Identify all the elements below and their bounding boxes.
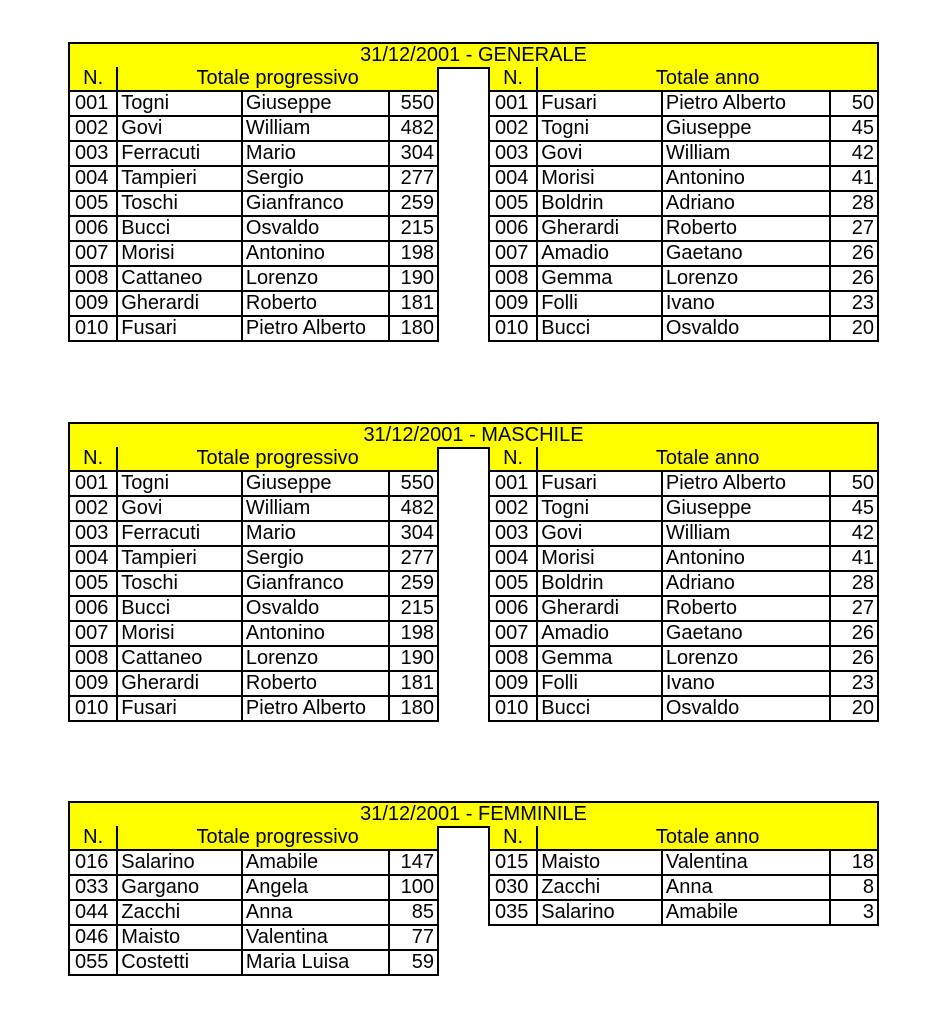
table-row	[69, 191, 438, 216]
rank-cell: 005	[489, 191, 537, 216]
points-cell: 18	[830, 850, 878, 875]
right-standings-table	[488, 826, 879, 926]
surname-cell: Gherardi	[537, 216, 662, 241]
points-cell: 20	[830, 316, 878, 341]
points-cell: 85	[389, 900, 438, 925]
firstname-cell: Osvaldo	[662, 316, 830, 341]
points-cell: 550	[389, 91, 438, 116]
rank-cell: 010	[489, 696, 537, 721]
table-row	[489, 291, 878, 316]
totals-column-header: Totale progressivo	[117, 447, 438, 471]
section-title: 31/12/2001 - GENERALE	[68, 42, 879, 69]
table-row	[489, 646, 878, 671]
points-cell: 41	[830, 166, 878, 191]
rank-cell: 006	[69, 596, 117, 621]
points-cell: 27	[830, 596, 878, 621]
surname-cell: Amadio	[537, 241, 662, 266]
table-row	[489, 116, 878, 141]
rank-cell: 009	[69, 671, 117, 696]
rank-cell: 055	[69, 950, 117, 975]
firstname-cell: Pietro Alberto	[662, 471, 830, 496]
points-cell: 45	[830, 496, 878, 521]
firstname-cell: Lorenzo	[662, 266, 830, 291]
firstname-cell: William	[662, 141, 830, 166]
points-cell: 8	[830, 875, 878, 900]
surname-cell: Salarino	[537, 900, 662, 925]
table-row	[69, 696, 438, 721]
firstname-cell: William	[242, 496, 389, 521]
rank-cell: 044	[69, 900, 117, 925]
firstname-cell: Gaetano	[662, 241, 830, 266]
table-row	[489, 471, 878, 496]
table-row	[69, 850, 438, 875]
rank-cell: 002	[69, 116, 117, 141]
number-column-header: N.	[69, 826, 117, 850]
firstname-cell: Maria Luisa	[242, 950, 389, 975]
left-standings-table	[68, 826, 439, 976]
firstname-cell: Giuseppe	[662, 116, 830, 141]
surname-cell: Bucci	[537, 316, 662, 341]
rank-cell: 035	[489, 900, 537, 925]
rank-cell: 004	[69, 546, 117, 571]
surname-cell: Govi	[537, 521, 662, 546]
points-cell: 20	[830, 696, 878, 721]
points-cell: 26	[830, 646, 878, 671]
table-row	[489, 900, 878, 925]
table-row	[489, 496, 878, 521]
table-row	[489, 166, 878, 191]
table-row	[69, 646, 438, 671]
surname-cell: Togni	[537, 116, 662, 141]
rank-cell: 003	[69, 521, 117, 546]
firstname-cell: Giuseppe	[662, 496, 830, 521]
section-title: 31/12/2001 - FEMMINILE	[68, 801, 879, 828]
points-cell: 42	[830, 521, 878, 546]
firstname-cell: Roberto	[242, 671, 389, 696]
table-row	[69, 521, 438, 546]
points-cell: 198	[389, 621, 438, 646]
surname-cell: Folli	[537, 671, 662, 696]
firstname-cell: Roberto	[662, 596, 830, 621]
left-standings-table	[68, 67, 439, 342]
table-header-row	[69, 826, 438, 850]
surname-cell: Salarino	[117, 850, 242, 875]
points-cell: 215	[389, 216, 438, 241]
surname-cell: Gargano	[117, 875, 242, 900]
rank-cell: 001	[69, 91, 117, 116]
points-cell: 550	[389, 471, 438, 496]
surname-cell: Togni	[117, 471, 242, 496]
rank-cell: 001	[489, 471, 537, 496]
rank-cell: 004	[489, 546, 537, 571]
surname-cell: Toschi	[117, 571, 242, 596]
surname-cell: Bucci	[537, 696, 662, 721]
surname-cell: Toschi	[117, 191, 242, 216]
rank-cell: 030	[489, 875, 537, 900]
points-cell: 3	[830, 900, 878, 925]
table-row	[69, 291, 438, 316]
firstname-cell: Lorenzo	[242, 266, 389, 291]
table-row	[489, 875, 878, 900]
table-row	[489, 850, 878, 875]
table-header-row	[489, 447, 878, 471]
surname-cell: Costetti	[117, 950, 242, 975]
table-row	[489, 696, 878, 721]
number-column-header: N.	[69, 67, 117, 91]
surname-cell: Morisi	[117, 621, 242, 646]
firstname-cell: Ivano	[662, 291, 830, 316]
surname-cell: Govi	[117, 496, 242, 521]
points-cell: 26	[830, 621, 878, 646]
table-header-row	[489, 67, 878, 91]
points-cell: 27	[830, 216, 878, 241]
rank-cell: 004	[489, 166, 537, 191]
surname-cell: Fusari	[117, 316, 242, 341]
surname-cell: Cattaneo	[117, 266, 242, 291]
table-row	[69, 316, 438, 341]
points-cell: 259	[389, 191, 438, 216]
firstname-cell: Antonino	[242, 621, 389, 646]
rank-cell: 009	[69, 291, 117, 316]
table-row	[69, 141, 438, 166]
surname-cell: Maisto	[117, 925, 242, 950]
surname-cell: Gherardi	[117, 291, 242, 316]
rank-cell: 006	[69, 216, 117, 241]
surname-cell: Boldrin	[537, 191, 662, 216]
firstname-cell: Roberto	[662, 216, 830, 241]
firstname-cell: Angela	[242, 875, 389, 900]
surname-cell: Fusari	[537, 91, 662, 116]
surname-cell: Fusari	[537, 471, 662, 496]
points-cell: 26	[830, 266, 878, 291]
points-cell: 190	[389, 646, 438, 671]
left-standings-table	[68, 447, 439, 722]
firstname-cell: Adriano	[662, 571, 830, 596]
surname-cell: Ferracuti	[117, 141, 242, 166]
table-row	[489, 596, 878, 621]
points-cell: 50	[830, 471, 878, 496]
totals-column-header: Totale progressivo	[117, 826, 438, 850]
surname-cell: Cattaneo	[117, 646, 242, 671]
rank-cell: 005	[489, 571, 537, 596]
table-row	[69, 546, 438, 571]
totals-column-header: Totale progressivo	[117, 67, 438, 91]
section-title: 31/12/2001 - MASCHILE	[68, 422, 879, 449]
points-cell: 215	[389, 596, 438, 621]
rank-cell: 015	[489, 850, 537, 875]
rank-cell: 009	[489, 291, 537, 316]
points-cell: 28	[830, 571, 878, 596]
number-column-header: N.	[489, 447, 537, 471]
firstname-cell: Ivano	[662, 671, 830, 696]
table-row	[69, 596, 438, 621]
table-row	[489, 521, 878, 546]
rank-cell: 002	[69, 496, 117, 521]
surname-cell: Zacchi	[117, 900, 242, 925]
points-cell: 190	[389, 266, 438, 291]
firstname-cell: Amabile	[662, 900, 830, 925]
firstname-cell: Adriano	[662, 191, 830, 216]
points-cell: 259	[389, 571, 438, 596]
table-header-row	[489, 826, 878, 850]
points-cell: 198	[389, 241, 438, 266]
firstname-cell: Pietro Alberto	[662, 91, 830, 116]
rank-cell: 010	[69, 316, 117, 341]
surname-cell: Morisi	[537, 546, 662, 571]
number-column-header: N.	[489, 67, 537, 91]
table-row	[489, 671, 878, 696]
surname-cell: Togni	[537, 496, 662, 521]
standings-section	[68, 42, 879, 339]
firstname-cell: Valentina	[662, 850, 830, 875]
firstname-cell: Roberto	[242, 291, 389, 316]
firstname-cell: Osvaldo	[662, 696, 830, 721]
points-cell: 77	[389, 925, 438, 950]
firstname-cell: Gaetano	[662, 621, 830, 646]
table-row	[69, 91, 438, 116]
rank-cell: 005	[69, 191, 117, 216]
firstname-cell: Giuseppe	[242, 471, 389, 496]
table-row	[489, 266, 878, 291]
firstname-cell: Gianfranco	[242, 191, 389, 216]
right-standings-table	[488, 67, 879, 342]
firstname-cell: Anna	[242, 900, 389, 925]
points-cell: 181	[389, 671, 438, 696]
table-row	[69, 116, 438, 141]
table-row	[489, 546, 878, 571]
surname-cell: Fusari	[117, 696, 242, 721]
rank-cell: 010	[69, 696, 117, 721]
points-cell: 482	[389, 496, 438, 521]
points-cell: 100	[389, 875, 438, 900]
firstname-cell: Antonino	[662, 546, 830, 571]
points-cell: 181	[389, 291, 438, 316]
points-cell: 23	[830, 671, 878, 696]
number-column-header: N.	[489, 826, 537, 850]
points-cell: 50	[830, 91, 878, 116]
surname-cell: Gemma	[537, 266, 662, 291]
points-cell: 59	[389, 950, 438, 975]
table-row	[69, 166, 438, 191]
surname-cell: Gherardi	[117, 671, 242, 696]
firstname-cell: Antonino	[662, 166, 830, 191]
points-cell: 28	[830, 191, 878, 216]
rank-cell: 003	[489, 141, 537, 166]
table-row	[69, 471, 438, 496]
table-row	[69, 571, 438, 596]
rank-cell: 001	[489, 91, 537, 116]
points-cell: 304	[389, 521, 438, 546]
firstname-cell: Pietro Alberto	[242, 696, 389, 721]
table-row	[69, 266, 438, 291]
table-row	[69, 950, 438, 975]
surname-cell: Tampieri	[117, 546, 242, 571]
points-cell: 26	[830, 241, 878, 266]
rank-cell: 007	[489, 241, 537, 266]
surname-cell: Tampieri	[117, 166, 242, 191]
table-row	[69, 875, 438, 900]
table-row	[489, 91, 878, 116]
firstname-cell: Mario	[242, 521, 389, 546]
firstname-cell: Sergio	[242, 546, 389, 571]
standings-section	[68, 801, 879, 973]
rank-cell: 009	[489, 671, 537, 696]
table-row	[489, 216, 878, 241]
points-cell: 23	[830, 291, 878, 316]
surname-cell: Bucci	[117, 216, 242, 241]
surname-cell: Gherardi	[537, 596, 662, 621]
totals-column-header: Totale anno	[537, 447, 878, 471]
firstname-cell: Lorenzo	[662, 646, 830, 671]
rank-cell: 016	[69, 850, 117, 875]
rank-cell: 007	[69, 621, 117, 646]
surname-cell: Bucci	[117, 596, 242, 621]
rank-cell: 046	[69, 925, 117, 950]
points-cell: 180	[389, 316, 438, 341]
rank-cell: 003	[69, 141, 117, 166]
rank-cell: 006	[489, 596, 537, 621]
points-cell: 41	[830, 546, 878, 571]
surname-cell: Togni	[117, 91, 242, 116]
rank-cell: 008	[69, 646, 117, 671]
table-row	[489, 241, 878, 266]
points-cell: 304	[389, 141, 438, 166]
table-row	[69, 671, 438, 696]
firstname-cell: Mario	[242, 141, 389, 166]
surname-cell: Govi	[537, 141, 662, 166]
points-cell: 45	[830, 116, 878, 141]
table-header-row	[69, 67, 438, 91]
points-cell: 277	[389, 546, 438, 571]
table-row	[69, 241, 438, 266]
firstname-cell: Amabile	[242, 850, 389, 875]
right-standings-table	[488, 447, 879, 722]
surname-cell: Morisi	[117, 241, 242, 266]
surname-cell: Boldrin	[537, 571, 662, 596]
firstname-cell: Sergio	[242, 166, 389, 191]
rank-cell: 002	[489, 116, 537, 141]
table-row	[69, 925, 438, 950]
rank-cell: 002	[489, 496, 537, 521]
firstname-cell: William	[662, 521, 830, 546]
rank-cell: 007	[69, 241, 117, 266]
firstname-cell: Osvaldo	[242, 216, 389, 241]
totals-column-header: Totale anno	[537, 67, 878, 91]
rank-cell: 003	[489, 521, 537, 546]
table-row	[69, 216, 438, 241]
table-row	[489, 316, 878, 341]
rank-cell: 010	[489, 316, 537, 341]
rank-cell: 008	[69, 266, 117, 291]
rank-cell: 005	[69, 571, 117, 596]
table-row	[69, 621, 438, 646]
points-cell: 277	[389, 166, 438, 191]
surname-cell: Ferracuti	[117, 521, 242, 546]
firstname-cell: Anna	[662, 875, 830, 900]
table-row	[489, 621, 878, 646]
rank-cell: 033	[69, 875, 117, 900]
surname-cell: Govi	[117, 116, 242, 141]
rank-cell: 008	[489, 646, 537, 671]
table-row	[69, 900, 438, 925]
surname-cell: Gemma	[537, 646, 662, 671]
rank-cell: 006	[489, 216, 537, 241]
table-row	[489, 141, 878, 166]
table-row	[489, 571, 878, 596]
surname-cell: Folli	[537, 291, 662, 316]
table-row	[69, 496, 438, 521]
number-column-header: N.	[69, 447, 117, 471]
table-header-row	[69, 447, 438, 471]
firstname-cell: Gianfranco	[242, 571, 389, 596]
firstname-cell: Antonino	[242, 241, 389, 266]
firstname-cell: Valentina	[242, 925, 389, 950]
rank-cell: 007	[489, 621, 537, 646]
surname-cell: Maisto	[537, 850, 662, 875]
surname-cell: Zacchi	[537, 875, 662, 900]
rank-cell: 008	[489, 266, 537, 291]
surname-cell: Amadio	[537, 621, 662, 646]
points-cell: 180	[389, 696, 438, 721]
rank-cell: 001	[69, 471, 117, 496]
points-cell: 42	[830, 141, 878, 166]
rank-cell: 004	[69, 166, 117, 191]
totals-column-header: Totale anno	[537, 826, 878, 850]
points-cell: 147	[389, 850, 438, 875]
table-row	[489, 191, 878, 216]
firstname-cell: William	[242, 116, 389, 141]
firstname-cell: Giuseppe	[242, 91, 389, 116]
firstname-cell: Pietro Alberto	[242, 316, 389, 341]
firstname-cell: Lorenzo	[242, 646, 389, 671]
standings-section	[68, 422, 879, 719]
firstname-cell: Osvaldo	[242, 596, 389, 621]
points-cell: 482	[389, 116, 438, 141]
surname-cell: Morisi	[537, 166, 662, 191]
